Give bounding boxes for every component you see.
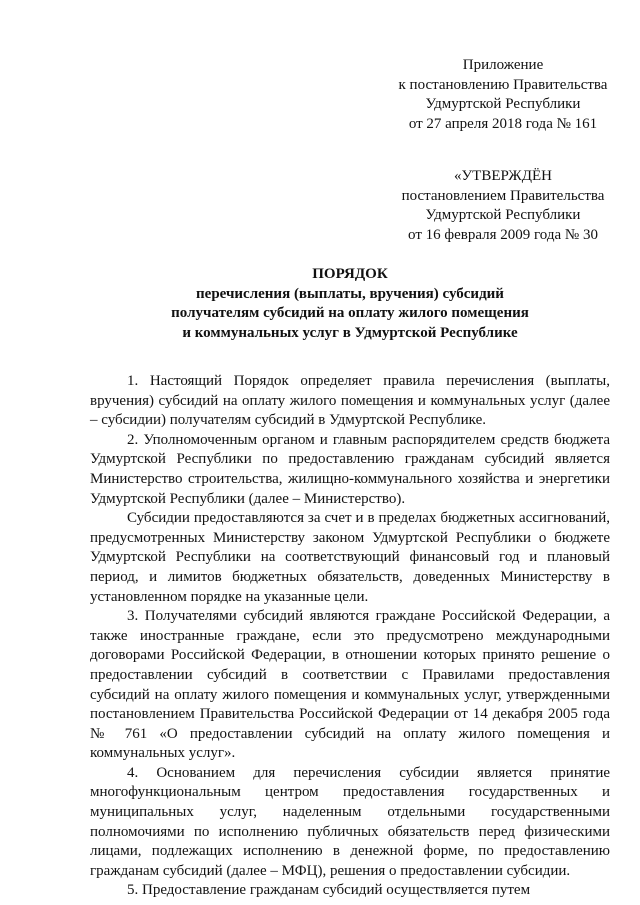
paragraph-5: 5. Предоставление гражданам субсидий осуществляется путем — [127, 882, 531, 899]
paragraph-3: 3. Получателями субсидий являются граждане Российской Федерации, а также иностранные граждане, если это предусмотрено международными договорами Российской Федерации, в отношении которых принято решение о предоставлении субсидий в соответствии с Правилами предоставления субсидий на оплату жилого помещения и коммунальных услуг, утвержденными постановлением Правительства Российской Федерации от 14 декабря 2005 года № 761 «О предоставлении субсидий на оплату жилого помещения и коммунальных услуг». — [90, 608, 610, 762]
title-line: и коммунальных услуг в Удмуртской Республике — [182, 324, 518, 341]
appendix-header — [383, 56, 623, 134]
appendix-line: Приложение — [462, 57, 544, 73]
title-line: получателям субсидий на оплату жилого помещения — [171, 305, 529, 321]
appendix-line: от 27 апреля 2018 года № 161 — [408, 115, 598, 132]
document-title — [90, 265, 610, 343]
approval-stamp — [383, 167, 623, 245]
title-line: перечисления (выплаты, вручения) субсидий — [196, 285, 504, 302]
approval-line: от 16 февраля 2009 года № 30 — [408, 226, 598, 243]
appendix-line: Удмуртской Республики — [425, 96, 581, 112]
approval-line: «УТВЕРЖДЁН — [454, 168, 552, 184]
approval-line: Удмуртской Республики — [425, 207, 581, 223]
document-body — [90, 372, 610, 901]
paragraph-2: 2. Уполномоченным органом и главным распорядителем средств бюджета Удмуртской Республики по предоставлению гражданам субсидий является Министерство строительства, жилищно-коммунального хозяйства и энергетики Удмуртской Республики (далее – Министерство). — [90, 431, 610, 507]
appendix-line: к постановлению Правительства — [398, 76, 608, 93]
paragraph-1: 1. Настоящий Порядок определяет правила перечисления (выплаты, вручения) субсидий на оплату жилого помещения и коммунальных услуг (далее – субсидии) получателям субсидий в Удмуртской Республике. — [90, 373, 610, 429]
paragraph-4: 4. Основанием для перечисления субсидии является принятие многофункциональным центром предоставления государственных и муниципальных услуг, наделенным отдельными государственными полномочиями по исполнению публичных обязательств перед физическими лицами, подлежащих исполнению в денежной форме, по предоставлению гражданам субсидий (далее – МФЦ), решения о предоставлении субсидии. — [90, 764, 610, 879]
title-heading: ПОРЯДОК — [312, 266, 388, 282]
paragraph-2-funding: Субсидии предоставляются за счет и в пределах бюджетных ассигнований, предусмотренных Министерству законом Удмуртской Республики о бюджете Удмуртской Республики на соответствующий финансовый год и плановый период, и лимитов бюджетных обязательств, доведенных Министерству в установленном порядке на указанные цели. — [90, 510, 610, 605]
approval-line: постановлением Правительства — [401, 187, 605, 204]
